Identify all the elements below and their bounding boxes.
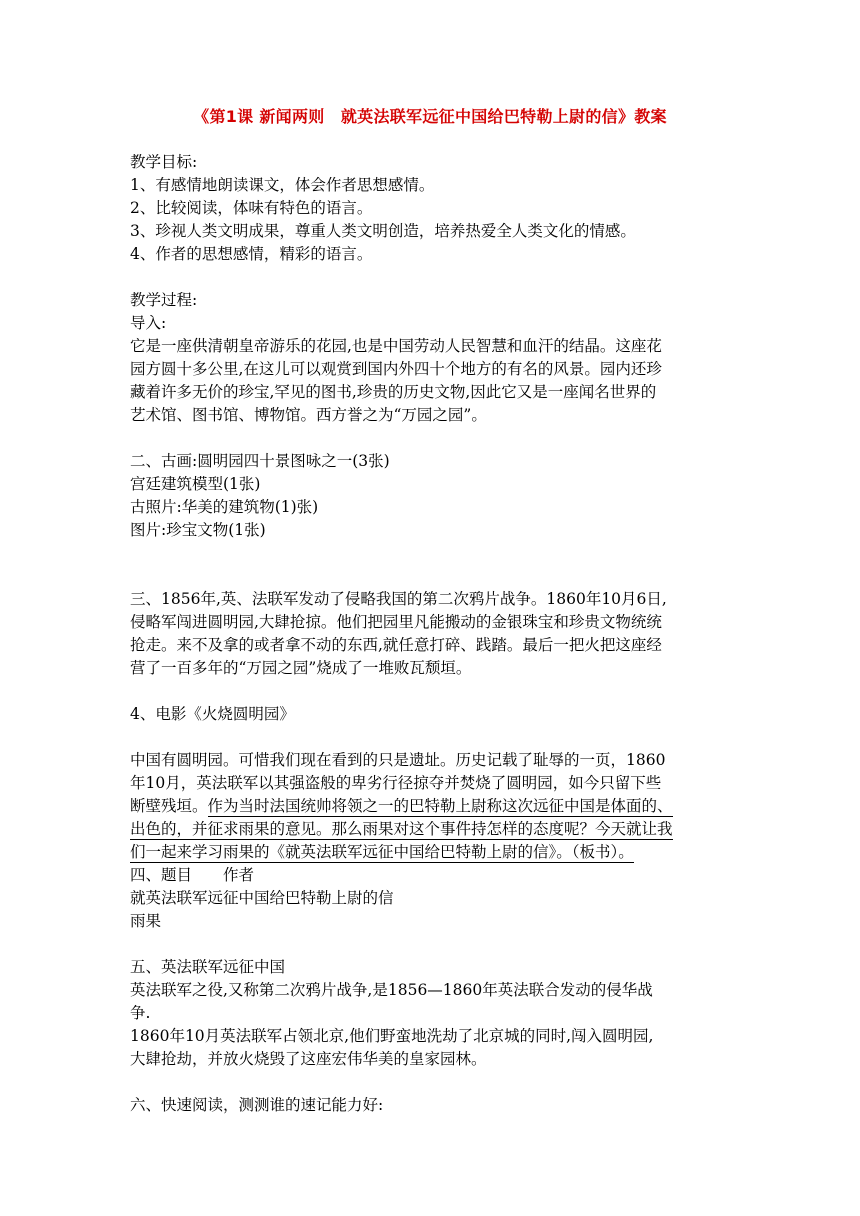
section3-line: 三、1856年,英、法联军发动了侵略我国的第二次鸦片战争。1860年10月6日,: [130, 590, 667, 608]
objectives-heading: 教学目标:: [130, 153, 198, 171]
underlined-text: 出色的，并征求雨果的意见。那么雨果对这个事件持怎样的态度呢？今天就让我: [130, 820, 673, 838]
intro-label: 导入:: [130, 314, 167, 332]
section5-line: 1860年10月英法联军占领北京,他们野蛮地洗劫了北京城的同时,闯入圆明园,: [130, 1027, 654, 1045]
intro-line: 艺术馆、图书馆、博物馆。西方誉之为“万园之园”。: [130, 406, 487, 424]
intro-line: 它是一座供清朝皇帝游乐的花园,也是中国劳动人民智慧和血汗的结晶。这座花: [130, 337, 662, 355]
objective-item: 4、作者的思想感情，精彩的语言。: [130, 245, 373, 263]
work-author: 雨果: [130, 912, 162, 930]
paragraph-line: 中国有圆明园。可惜我们现在看到的只是遗址。历史记载了耻辱的一页，1860: [130, 751, 666, 769]
paragraph-line: [130, 841, 634, 863]
section5-line: 英法联军之役,又称第二次鸦片战争,是1856—1860年英法联合发动的侵华战: [130, 981, 653, 999]
paragraph-line: [130, 795, 673, 817]
paragraph-line: [130, 818, 673, 840]
underlined-text: 们一起来学习雨果的《就英法联军远征中国给巴特勒上尉的信》。（板书）。: [130, 843, 634, 861]
section2-line: 宫廷建筑模型(1张): [130, 475, 261, 493]
section4-heading: 4、电影《火烧圆明园》: [130, 705, 295, 723]
objective-item: 3、珍视人类文明成果，尊重人类文明创造，培养热爱全人类文化的情感。: [130, 222, 636, 240]
document-title: 《第1课 新闻两则 就英法联军远征中国给巴特勒上尉的信》教案: [193, 107, 667, 126]
section2-line: 古照片:华美的建筑物(1)张): [130, 498, 319, 516]
paragraph-line: 年10月，英法联军以其强盗般的卑劣行径掠夺并焚烧了圆明园，如今只留下些: [130, 774, 662, 792]
underlined-text: 作为当时法国统帅将领之一的巴特勒上尉称这次远征中国是体面的、: [207, 797, 673, 815]
section3-line: 侵略军闯进圆明园,大肆抢掠。他们把园里凡能搬动的金银珠宝和珍贵文物统统: [130, 613, 662, 631]
section6-heading: 六、快速阅读，测测谁的速记能力好:: [130, 1096, 384, 1114]
section2-line: 二、古画:圆明园四十景图咏之一(3张): [130, 452, 390, 470]
objective-item: 2、比较阅读，体味有特色的语言。: [130, 199, 373, 217]
title-author-heading: 四、题目 作者: [130, 866, 255, 884]
objective-item: 1、有感情地朗读课文，体会作者思想感情。: [130, 176, 435, 194]
intro-line: 藏着许多无价的珍宝,罕见的图书,珍贵的历史文物,因此它又是一座闻名世界的: [130, 383, 657, 401]
work-title: 就英法联军远征中国给巴特勒上尉的信: [130, 889, 394, 907]
section3-line: 抢走。来不及拿的或者拿不动的东西,就任意打碎、践踏。最后一把火把这座经: [130, 636, 662, 654]
section2-line: 图片:珍宝文物(1张): [130, 521, 266, 539]
intro-line: 园方圆十多公里,在这儿可以观赏到国内外四十个地方的有名的风景。园内还珍: [130, 360, 662, 378]
section5-heading: 五、英法联军远征中国: [130, 958, 286, 976]
paragraph-text: 断壁残垣。: [130, 797, 208, 815]
section5-line: 争.: [130, 1004, 151, 1022]
process-heading: 教学过程:: [130, 291, 198, 309]
section5-line: 大肆抢劫，并放火烧毁了这座宏伟华美的皇家园林。: [130, 1050, 487, 1068]
section3-line: 营了一百多年的“万园之园”烧成了一堆败瓦颓垣。: [130, 659, 472, 677]
